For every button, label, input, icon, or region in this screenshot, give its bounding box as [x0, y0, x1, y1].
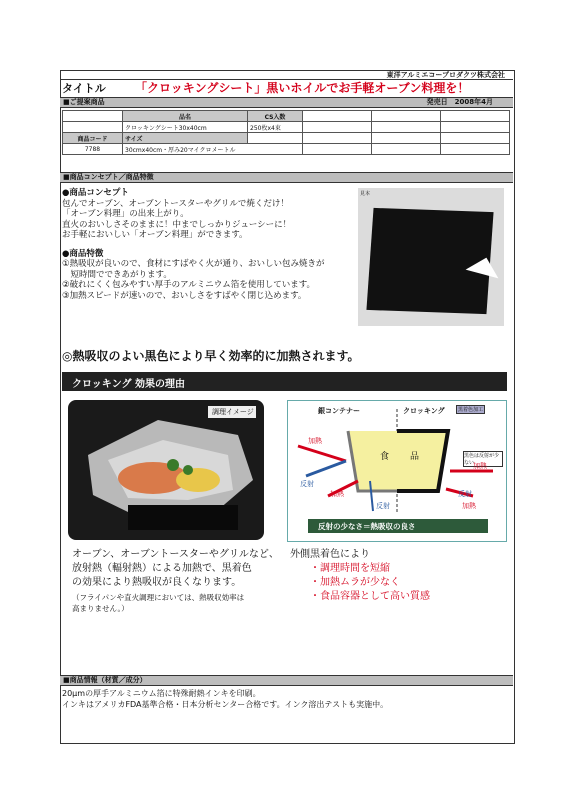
header-cs: CS入数 — [248, 111, 303, 122]
explanation-note: 高まりません。） — [72, 604, 129, 613]
feature-head: ●商品特徴 — [62, 248, 104, 259]
heat-diagram-svg — [288, 401, 506, 541]
effect-benefits — [290, 548, 430, 604]
effect-explanation — [72, 548, 292, 614]
proposal-section-header — [60, 97, 513, 108]
sample-label: 見本 — [360, 191, 371, 197]
feature-line: ①熱吸収が良いので、食材にすばやく火が通り、おいしい包み焼きが — [62, 259, 325, 269]
header-name: 品名 — [123, 111, 248, 122]
black-coat-tag: 黒着色加工 — [458, 407, 484, 413]
reflect-label-1: 反射 — [300, 480, 314, 488]
proposal-section-title: ■ご提案商品 — [63, 98, 105, 106]
size-label: サイズ — [123, 133, 248, 144]
reflect-label-2: 反射 — [376, 502, 390, 510]
explanation-line: の効果により熱吸収が良くなります。 — [72, 577, 242, 588]
concept-line: お手軽においしい「オーブン料理」ができます。 — [62, 230, 248, 240]
explanation-note: （フライパンや直火調理においては、熱吸収効率は — [72, 593, 245, 602]
product-name: クロッキングシート30x40cm — [123, 122, 248, 133]
info-line: 20μmの厚手アルミニウム箔に特殊耐熱インキを印刷。 — [62, 689, 261, 698]
concept-block — [62, 188, 324, 301]
benefit-item: ・調理時間を短縮 — [310, 563, 390, 574]
title-label: タイトル — [62, 82, 106, 95]
feature-line: ③加熱スピードが速いので、おいしさをすばやく閉じ込めます。 — [62, 290, 307, 301]
feature-line: ②破れにくく包みやすい厚手のアルミニウム箔を使用しています。 — [62, 280, 316, 290]
heat-label-3: 加熱 — [473, 462, 487, 470]
reflect-label-3: 反射 — [458, 490, 472, 498]
info-block — [62, 688, 388, 710]
explanation-line: 放射熱（輻射熱）による加熱で、黒着色 — [72, 563, 252, 574]
effect-subbar-text: クロッキング 効果の理由 — [72, 379, 185, 390]
food-label: 食 — [380, 452, 390, 462]
concept-head: ●商品コンセプト — [62, 188, 129, 198]
benefit-item: ・食品容器として高い質感 — [310, 591, 430, 602]
code-label: 商品コード — [63, 133, 123, 144]
release-date: 発売日 2008年4月 — [426, 98, 493, 106]
concept-section-header: ■商品コンセプト／商品特徴 — [60, 172, 513, 183]
concept-line: 「オーブン料理」の出来上がり。 — [62, 209, 189, 219]
effect-headline: ◎熱吸収のよい黒色により早く効率的に加熱されます。 — [62, 349, 360, 363]
heat-label-1: 加熱 — [308, 437, 322, 445]
product-table — [62, 110, 510, 155]
silver-container-label: 銀コンテナー — [318, 407, 360, 415]
product-title: 「クロッキングシート」黒いホイルでお手軽オーブン料理を！ — [135, 81, 470, 95]
concept-line: 包んでオーブン、オーブントースターやグリルで焼くだけ！ — [62, 198, 289, 209]
product-cs: 250枚x4束 — [248, 122, 303, 133]
heat-label-4: 加熱 — [462, 502, 476, 510]
food-label-2: 品 — [410, 452, 420, 462]
diagram-bottom-label: 反射の少なさ＝熱吸収の良さ — [318, 522, 416, 531]
feature-line: 短時間でできあがります。 — [62, 269, 172, 280]
info-line: インキはアメリカFDA基準合格・日本分析センター合格です。インク溶出テストも実施中。 — [62, 700, 389, 709]
explanation-line: オーブン、オーブントースターやグリルなど、 — [72, 549, 279, 560]
concept-line: 直火のおいしさそのままに！中までしっかりジューシーに！ — [62, 219, 292, 230]
company-name: 東洋アルミエコープロダクツ株式会社 — [386, 71, 505, 79]
product-size: 30cmx40cm・厚み20マイクロメートル — [123, 144, 303, 155]
info-section-header: ■商品情報（材質／成分） — [60, 675, 513, 686]
cooking-illustration — [68, 400, 264, 540]
heat-diagram — [287, 400, 507, 542]
photo-label: 調理イメージ — [212, 408, 254, 416]
benefits-title: 外側黒着色により — [290, 549, 370, 560]
black-foil-image — [366, 208, 493, 314]
clocking-label: クロッキング — [403, 407, 445, 415]
heat-label-2: 加熱 — [330, 490, 344, 498]
benefit-item: ・加熱ムラが少なく — [310, 577, 400, 588]
cooking-photo — [68, 400, 264, 540]
product-code: 7788 — [63, 144, 123, 155]
black-note: 黒色は反射が少ない — [463, 451, 503, 467]
